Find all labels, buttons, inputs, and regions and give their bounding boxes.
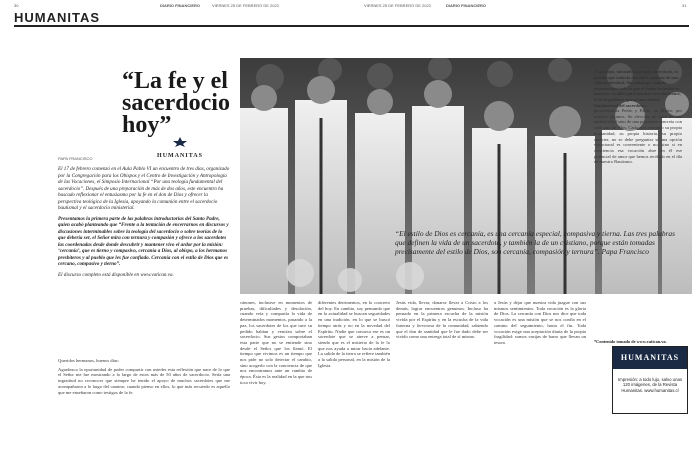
section-title: HUMANITAS xyxy=(14,10,101,25)
body-column-4 xyxy=(396,300,488,341)
salutation: Queridos hermanos, buenos días: xyxy=(58,358,119,363)
paper-name-right: DIARIO FINANCIERO xyxy=(446,3,486,8)
logo-name: HUMANITAS xyxy=(157,153,203,159)
body-text-3: diferentes detrimentos, en lo concreto del hoy. En cambio, soy pensando que en la actualidad se buscan seguridades en una tradición, en lo que se buscó tiempo atrás y no en la novedad del Espíritu. Nadie que conozca ese es un sacerdote que se atreve a pensar, siendo que es el misterio de la fe lo que nos ayuda a mirar hacia adelante. La salida de la tierra se refiere también a la salida personal, en la misión de la Iglesia. xyxy=(318,300,390,368)
logo-emblem-icon xyxy=(173,137,187,147)
date-right: VIERNES 25 DE FEBRERO DE 2022 xyxy=(364,3,431,8)
body-column-3 xyxy=(318,300,390,369)
section-rule xyxy=(14,25,689,27)
source-credit: *Contenido tomado de www.vatican.va. xyxy=(594,339,667,344)
lead-paragraph-2: Presentamos la primera parte de las palabras introductorias del Santo Padre, quien acabó planteando que “Frente a la tentación de encerrarnos en discursos y discusiones interminables sobre la teología del sacerdocio o sobre teorías de lo que debería ser, el Señor mira con ternura y compasión y ofrece a los sacerdotes las coordenadas desde donde descubrir y mantener vivo el ardor por la misión: ‘cercanía’, que es tierno y compasivo, cercanía a Dios, al obispo, a los hermanos presbíteros y al pueblo que les fue confiado. Cercanía con el estilo de Dios que es cercano, compasivo y tierno”. xyxy=(58,215,229,267)
body-text-2: cánones, inclusive en momentos de pruebas, dificultades y desolación, cuando veía y compartía la vida de determinados momentos, pasando a la paz, los sacerdotes de los que tuve su pedido habían y vencían sobre el sacerdocio. Sus gestos comportaban esta parte que no se entiende sino desde el Señor que los llamó. El tiempo que vivimos es un tiempo que nos pide no solo detectar el cambio, sino acogerlo con la conciencia de que nos encontramos ante un cambio de época. Ésta es la realidad en la que nos toca vivir hoy. xyxy=(240,300,312,385)
body-text-1: Agradezco la oportunidad de poder compartir con ustedes esta reflexión que nace de lo que el Señor me fue mostrando a lo largo de estos más de 50 años de sacerdocio. Sería una ingratitud no reconocer que siempre he tenido el apoyo de muchos sacerdotes que me acompañaron a lo largo del camino; cuando pienso en ellos, lo que más recuerdo es aquello que me enseñaron como testigos de la fe. xyxy=(58,366,230,395)
body-column-1 xyxy=(58,358,230,396)
publication-logo xyxy=(140,137,220,163)
promo-brand: HUMANITAS xyxy=(613,347,687,369)
lead-paragraph-3: El discurso completo está disponible en www.vatican.va. xyxy=(58,271,174,278)
sidebar-text: perseverancia Pedro y Pablo, en Mateo, por nombre algunos. Su elección no nace de una aptitud ideal sino de una presencia concreta con cada uno de ellos. Cada uno, mirando su propia humanidad, su propia historia, su propio carácter, no se debe preguntar si una opción vocacional es conveniente o no, sino si en conciencia esa vocación abre en él ese potencial de amor que hemos recibido en el día de nuestro Bautismo. xyxy=(594,108,682,165)
body-column-2 xyxy=(240,300,312,387)
article-title: “La fe y el sacerdocio hoy” xyxy=(122,68,230,138)
paper-name-left: DIARIO FINANCIERO xyxy=(160,3,200,8)
sidebar-column xyxy=(594,108,682,166)
pull-quote: “El estilo de Dios es cercanía, es una cercanía especial, compasiva y tierna. Las tres palabras que definen la vida de un sacerdote, y también la de un cristiano, porque están tomadas precisamente del estilo de Dios, son cercanía, compasión y ternura”. Papa Francisco xyxy=(395,229,675,257)
humanitas-promo-box xyxy=(612,346,688,414)
page-header xyxy=(0,0,700,16)
page-number-right: 31 xyxy=(682,3,687,8)
body-column-5 xyxy=(494,300,586,347)
sidebar-note: «Cada uno, mirando su propio sacerdocio, es posible que todavía descubra caminos de una vida en plenitud. Sin embargo, cuando reconocemos todo lo que el Señor ha hecho en nosotros, se abre para nosotros otro horizonte, el de la gratitud, que es una actitud fundamental del sacerdote.» xyxy=(594,69,681,108)
date-left: VIERNES 25 DE FEBRERO DE 2022 xyxy=(212,3,279,8)
promo-text: Impresión: a todo lujo, salvo unas 120 imágenes, de la Revista Humanitas. www.humanitas.cl xyxy=(617,377,682,393)
article-byline: PAPA FRANCISCO xyxy=(58,156,93,161)
page-number-left: 30 xyxy=(14,3,19,8)
lead-paragraph-1: El 17 de febrero comenzó en el Aula Pablo VI un encuentro de tres días, organizado por la Congregación para los Obispos y el Centro de Investigación y Antropología de las Vocaciones, el Simposio Internacional “Por una teología fundamental del sacerdocio”. Después de una preparación de más de dos años, este encuentro ha buscado reflexionar el entusiasmo por la fe en el don de Dios y ofrecer la perspectiva teológica de la Iglesia, apoyando la comunión entre el sacerdocio bautismal y el sacerdocio ministerial. xyxy=(58,166,230,211)
body-text-4: Jesús vida, llevar, donarse llevar a Cristo a los demás, lograr encuentros genuinos. Incluso ha pensado en la primera escucha de la misión vivida por el Espíritu y en la escucha de la vida fraterna y fervorosa de la comunidad, sabiendo que el don de santidad que le fue dado debe ser vivido como una entrega total de sí mismo. xyxy=(396,300,488,340)
article-lead xyxy=(58,166,230,282)
body-text-5: a Jesús y dejar que nuestra vida juzgue con sus mismos sentimientos. Toda vocación es la gloria de Dios. La cercanía con Dios nos dice que toda vocación es una misión que se nos confía en el camino del seguimiento, hasta el fin. Toda vocación exige una aceptación diaria de la propia fragilidad: somos vasijas de barro que llevan un tesoro. xyxy=(494,300,586,345)
